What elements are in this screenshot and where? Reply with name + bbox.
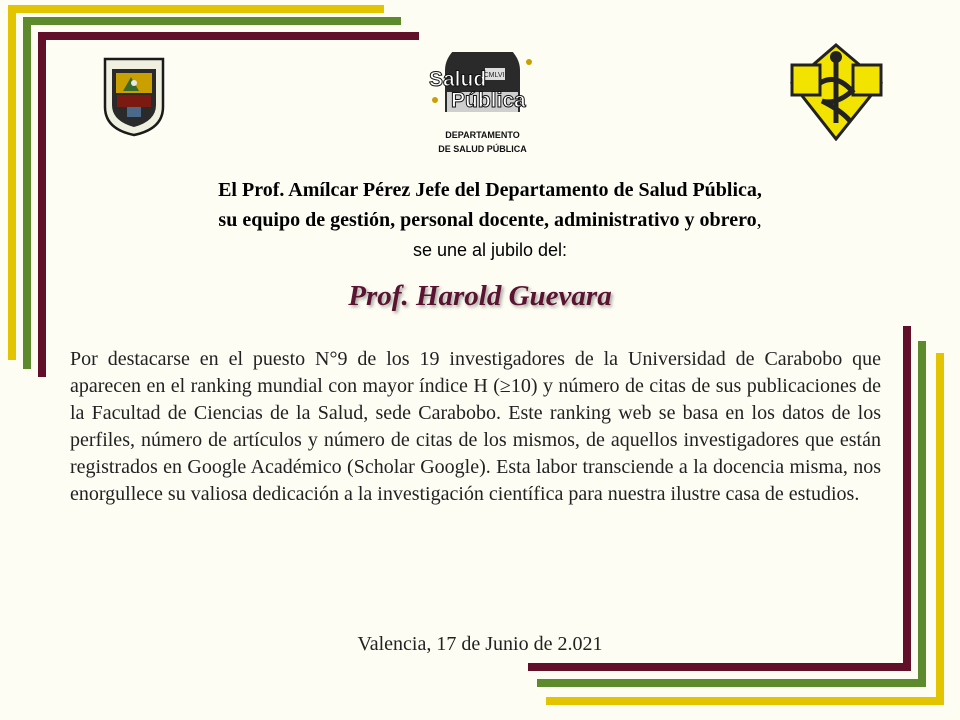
frame-maroon-bottom [528, 663, 911, 671]
frame-green-left [23, 17, 31, 369]
header-line-1: El Prof. Amílcar Pérez Jefe del Departamento de Salud Pública, [218, 179, 762, 201]
frame-yellow-top [8, 5, 384, 13]
faculty-emblem-logo [790, 43, 883, 141]
frame-green-right [918, 341, 926, 687]
salud-publica-numeral: CMLVII [483, 72, 507, 79]
header-line-3: se une al jubilo del: [412, 240, 568, 260]
date-line: Valencia, 17 de Junio de 2.021 [357, 633, 603, 655]
frame-green-top [23, 17, 401, 25]
publica-word: Pública [451, 89, 526, 112]
frame-yellow-left [8, 5, 16, 360]
recognition-paragraph: Por destacarse en el puesto N°9 de los 19 investigadores de la Universidad de Carabobo que aparecen en el ranking mundial con mayor índice H (≥10) y número de citas de sus publicaciones de la Facultad de Ciencias de la Salud, sede Carabobo. Este ranking web se basa en los datos de los perfiles, número de artículos y número de citas de los mismos, de aquellos investigadores que están registrados en Google Académico (Scholar Google). Esta labor transciende a la docencia misma, nos enorgullece su valiosa dedicación a la investigación científica para nuestra ilustre casa de estudios. [70, 348, 881, 505]
university-seal-logo [103, 57, 165, 137]
honoree-name: Prof. Harold Guevara [348, 280, 612, 312]
frame-green-bottom [537, 679, 926, 687]
salud-publica-caption-1: DEPARTAMENTO [445, 130, 520, 140]
frame-yellow-right [936, 353, 944, 705]
frame-maroon-top [38, 32, 419, 40]
salud-publica-caption-2: DE SALUD PÚBLICA [438, 144, 527, 154]
announcement-header [60, 175, 920, 265]
frame-maroon-right [903, 326, 911, 671]
header-line-2: su equipo de gestión, personal docente, administrativo y obrero [218, 209, 757, 231]
frame-maroon-left [38, 32, 46, 377]
salud-publica-logo [425, 52, 540, 160]
header-line-2-comma: , [756, 209, 762, 231]
salud-word: Salud [429, 68, 487, 91]
frame-yellow-bottom [546, 697, 944, 705]
